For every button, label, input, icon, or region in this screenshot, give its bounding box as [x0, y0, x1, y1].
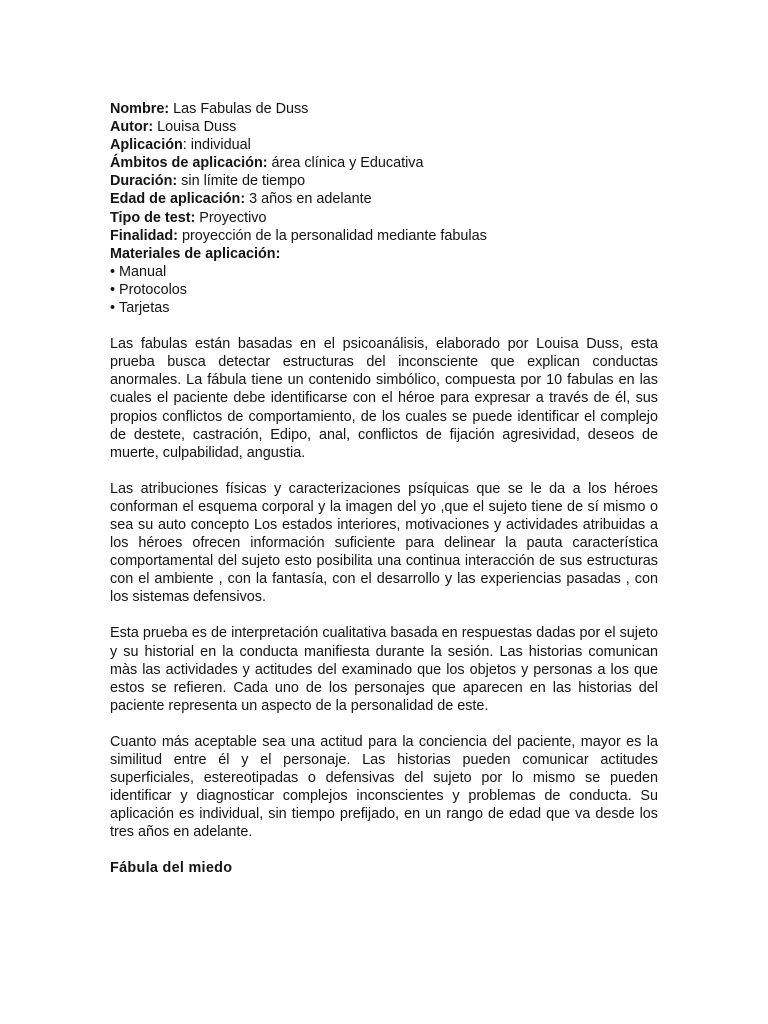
paragraph-intro: Las fabulas están basadas en el psicoanálisis, elaborado por Louisa Duss, esta prueba busca detectar estructuras del inconsciente que explican conductas anormales. La fábula tiene un contenido simbólico, compuesta por 10 fabulas en las cuales el paciente debe identificarse con el héroe para expresar a través de él, sus propios conflictos de comportamiento, de los cuales se puede identificar el complejo de destete, castración, Edipo, anal, conflictos de fijación agresividad, deseos de muerte, culpabilidad, angustia.: [110, 336, 658, 461]
list-item-label: Manual: [119, 263, 167, 280]
list-item: [110, 263, 658, 281]
list-item-label: Protocolos: [119, 281, 187, 298]
field-value: Louisa Duss: [153, 119, 237, 136]
bullet-icon: •: [110, 263, 116, 280]
field-value: Proyectivo: [195, 209, 267, 226]
field-label: Materiales de aplicación:: [110, 245, 281, 262]
field-value: : individual: [182, 137, 251, 154]
field-nombre: [110, 100, 658, 118]
field-edad: [110, 190, 658, 208]
field-label: Ámbitos de aplicación:: [110, 155, 268, 172]
field-value: sin límite de tiempo: [177, 173, 306, 190]
field-ambitos: [110, 154, 658, 172]
field-label: Autor:: [110, 119, 154, 136]
field-finalidad: [110, 227, 658, 245]
field-value: 3 años en adelante: [245, 191, 372, 208]
paragraph-atribuciones: Las atribuciones físicas y caracterizaciones psíquicas que se le da a los héroes conforman el esquema corporal y la imagen del yo ,que el sujeto tiene de sí mismo o sea su auto concepto Los estados interiores, motivaciones y actividades atribuidas a los héroes ofrecen información suficiente para delinear la pauta característica comportamental del sujeto esto posibilita una continua interacción de sus estructuras con el ambiente , con la fantasía, con el desarrollo y las experiencias pasadas , con los sistemas defensivos.: [110, 480, 658, 606]
metadata-fields: [110, 100, 658, 263]
field-aplicacion: [110, 136, 658, 154]
field-value: Las Fabulas de Duss: [169, 101, 309, 117]
bullet-icon: •: [110, 300, 116, 317]
field-label: Aplicación: [110, 137, 183, 154]
materials-list: [110, 263, 658, 317]
list-item-label: Tarjetas: [119, 300, 170, 317]
field-label: Tipo de test:: [110, 209, 196, 226]
section-heading: Fábula del miedo: [110, 860, 233, 877]
field-label: Duración:: [110, 173, 178, 190]
list-item: [110, 299, 658, 317]
bullet-icon: •: [110, 281, 116, 298]
field-materiales: [110, 245, 658, 263]
field-value: proyección de la personalidad mediante fabulas: [177, 227, 487, 244]
list-item: [110, 281, 658, 299]
field-duracion: [110, 172, 658, 190]
paragraph-interpretacion: Esta prueba es de interpretación cualitativa basada en respuestas dadas por el sujeto y su historial en la conducta manifiesta durante la sesión. Las historias comunican màs las actividades y actitudes del examinado que los objetos y personas a los que estos se refieren. Cada uno de los personajes que aparecen en las historias del paciente representa un aspecto de la personalidad de este.: [110, 625, 658, 714]
field-label: Edad de aplicación:: [110, 191, 246, 208]
field-label: Finalidad:: [110, 227, 178, 244]
paragraph-aplicacion: Cuanto más aceptable sea una actitud para la conciencia del paciente, mayor es la similitud entre él y el personaje. Las historias pueden comunicar actitudes superficiales, estereotipadas o defensivas del sujeto por lo mismo se pueden identificar y diagnosticar complejos inconscientes y problemas de conducta. Su aplicación es individual, sin tiempo prefijado, en un rango de edad que va desde los tres años en adelante.: [110, 733, 658, 841]
field-label: Nombre:: [110, 101, 170, 117]
field-value: área clínica y Educativa: [267, 155, 424, 172]
field-autor: [110, 118, 658, 136]
document-page: [110, 100, 658, 878]
field-tipo-test: [110, 209, 658, 227]
